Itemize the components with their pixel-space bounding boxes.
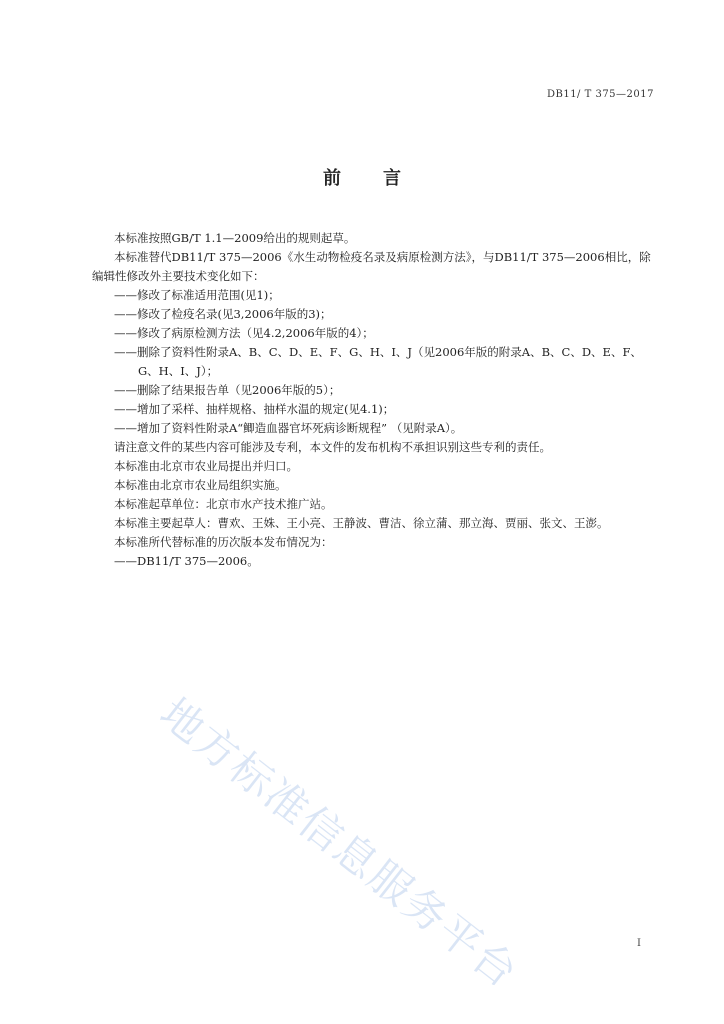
change-item: ——删除了资料性附录A、B、C、D、E、F、G、H、I、J（见2006年版的附录A、B、C、D、E、F、G、H、I、J）； (114, 345, 642, 378)
paragraph-drafting-rules: 本标准按照GB/T 1.1—2009给出的规则起草。 (114, 231, 356, 245)
title-char-2: 言 (383, 168, 401, 189)
change-item: ——增加了采样、抽样规格、抽样水温的规定(见4.1)； (114, 402, 395, 416)
paragraph-patent-notice: 请注意文件的某些内容可能涉及专利，本文件的发布机构不承担识别这些专利的责任。 (114, 440, 551, 454)
paragraph-drafting-unit: 本标准起草单位：北京市水产技术推广站。 (114, 497, 333, 511)
paragraph-drafters: 本标准主要起草人：曹欢、王姝、王小亮、王静波、曹洁、徐立蒲、那立海、贾丽、张文、王澎。 (114, 516, 609, 530)
change-item: ——增加了资料性附录A“鲫造血器官坏死病诊断规程” （见附录A）。 (114, 421, 463, 435)
paragraph-history-intro: 本标准所代替标准的历次版本发布情况为： (114, 535, 333, 549)
history-item: ——DB11/T 375—2006。 (114, 554, 259, 568)
watermark: 地方标准信息服务平台 (150, 688, 528, 998)
foreword-body (92, 229, 662, 571)
paragraph-implementer: 本标准由北京市农业局组织实施。 (114, 478, 287, 492)
change-item: ——修改了标准适用范围(见1)； (114, 288, 280, 302)
change-item: ——修改了病原检测方法（见4.2,2006年版的4）； (114, 326, 374, 340)
change-item: ——修改了检疫名录(见3,2006年版的3)； (114, 307, 332, 321)
change-item: ——删除了结果报告单（见2006年版的5）； (114, 383, 341, 397)
title-char-1: 前 (323, 168, 341, 189)
standard-code: DB11/ T 375—2017 (546, 89, 654, 100)
paragraph-replacement: 本标准替代DB11/T 375—2006《水生动物检疫名录及病原检测方法》，与DB11/T 375—2006相比，除编辑性修改外主要技术变化如下： (92, 250, 651, 283)
page-title (0, 164, 724, 190)
page-number: I (637, 938, 641, 949)
paragraph-proposer: 本标准由北京市农业局提出并归口。 (114, 459, 298, 473)
